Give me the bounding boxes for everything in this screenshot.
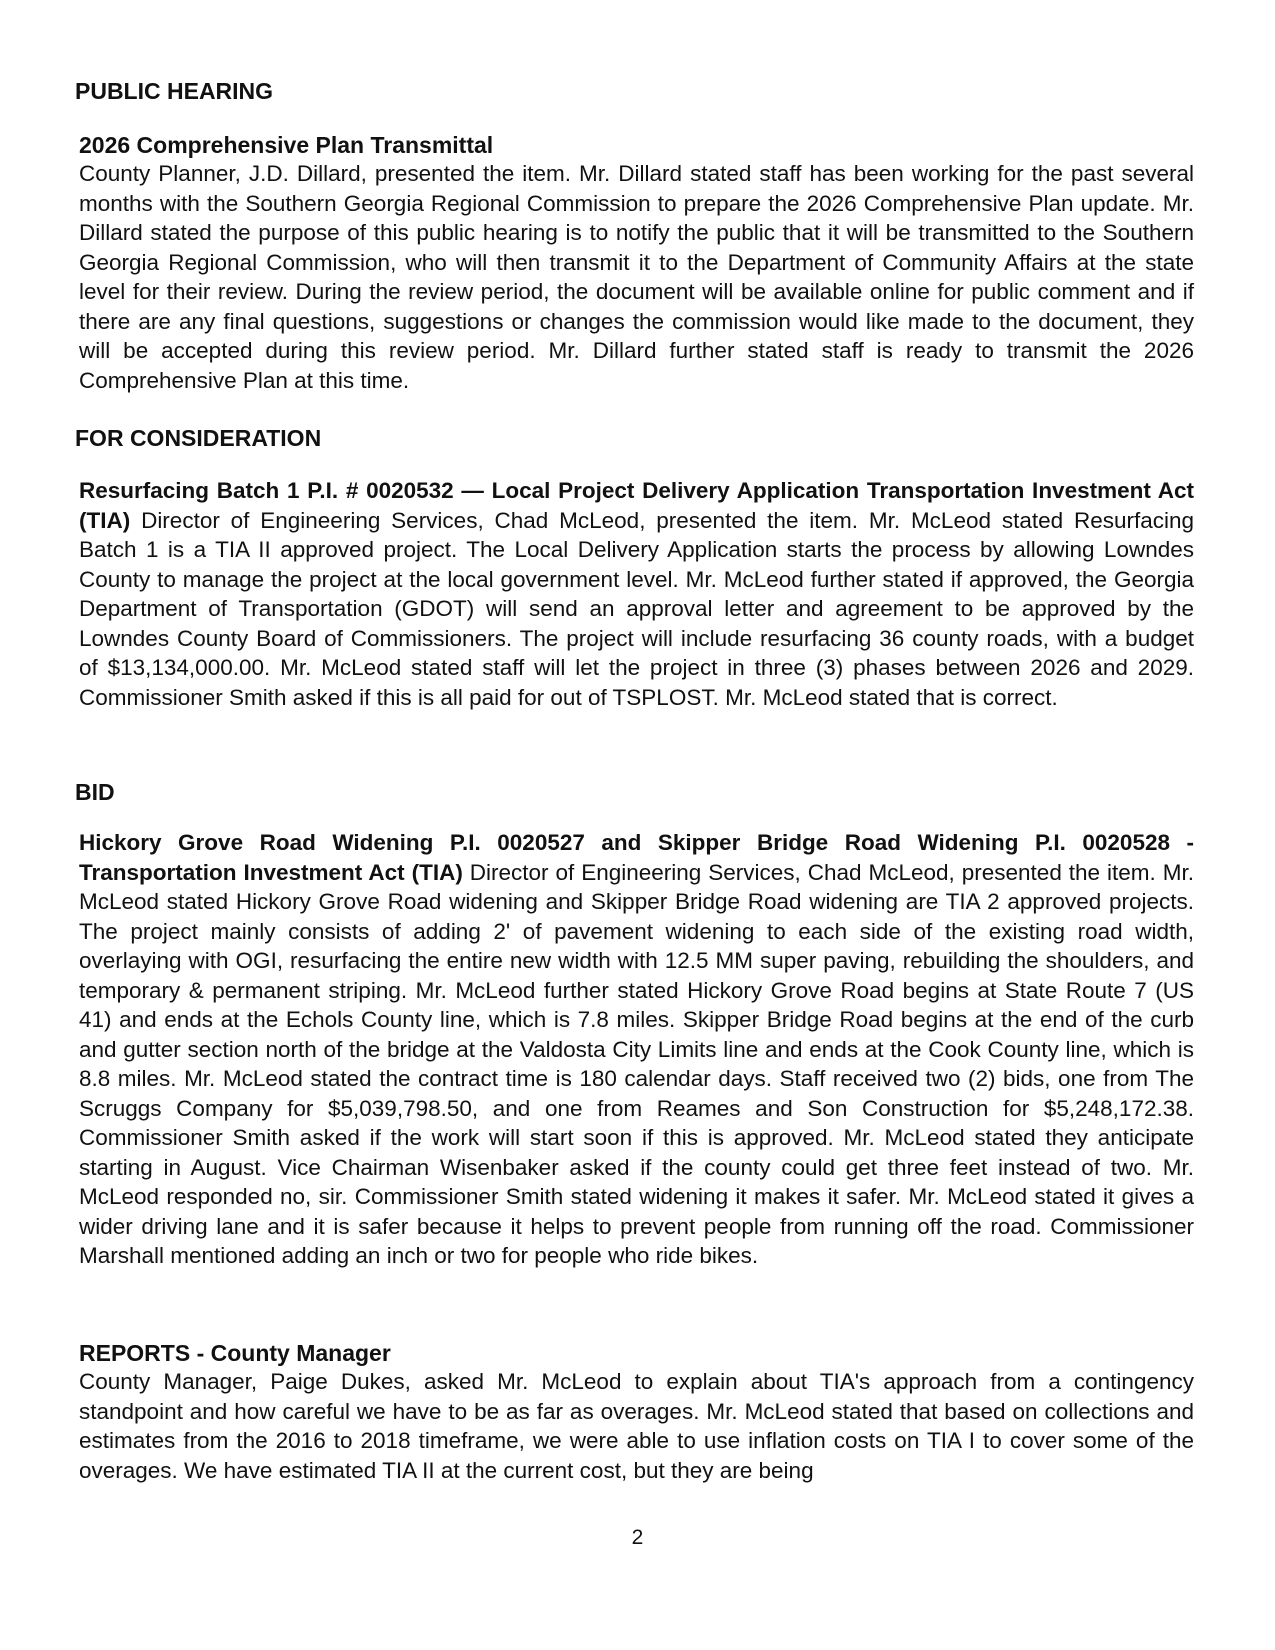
paragraph-road-widening-bid xyxy=(79,828,1194,1271)
section-heading-for-consideration: FOR CONSIDERATION xyxy=(75,425,322,451)
item-title-resurfacing-batch: Resurfacing Batch 1 P.I. # 0020532 — Local Project Delivery Application Transportation Investment Act (TIA) xyxy=(79,478,1194,533)
paragraph-county-manager-report: County Manager, Paige Dukes, asked Mr. McLeod to explain about TIA's approach from a contingency standpoint and how careful we have to be as far as overages. Mr. McLeod stated that based on collections and estimates from the 2016 to 2018 timeframe, we were able to use inflation costs on TIA I to cover some of the overages. We have estimated TIA II at the current cost, but they are being xyxy=(79,1369,1194,1483)
section-heading-bid: BID xyxy=(75,779,115,805)
body-resurfacing-batch: Director of Engineering Services, Chad McLeod, presented the item. Mr. McLeod stated Resurfacing Batch 1 is a TIA II approved project. The Local Delivery Application starts the process by allowing Lowndes County to manage the project at the local government level. Mr. McLeod further stated if approved, the Georgia Department of Transportation (GDOT) will send an approval letter and agreement to be approved by the Lowndes County Board of Commissioners. The project will include resurfacing 36 county roads, with a budget of $13,134,000.00. Mr. McLeod stated staff will let the project in three (3) phases between 2026 and 2029. Commissioner Smith asked if this is all paid for out of TSPLOST. Mr. McLeod stated that is correct. xyxy=(79,507,1194,710)
item-title-comprehensive-plan: 2026 Comprehensive Plan Transmittal xyxy=(79,132,494,158)
section-heading-public-hearing: PUBLIC HEARING xyxy=(75,78,274,104)
page-number: 2 xyxy=(631,1526,644,1549)
body-road-widening: Director of Engineering Services, Chad McLeod, presented the item. Mr. McLeod stated Hickory Grove Road widening and Skipper Bridge Road widening are TIA 2 approved projects. The project mainly consists of adding 2' of pavement widening to each side of the existing road width, overlaying with OGI, resurfacing the entire new width with 12.5 MM super paving, rebuilding the shoulders, and temporary & permanent striping. Mr. McLeod further stated Hickory Grove Road begins at State Route 7 (US 41) and ends at the Echols County line, which is 7.8 miles. Skipper Bridge Road begins at the end of the curb and gutter section north of the bridge at the Valdosta City Limits line and ends at the Cook County line, which is 8.8 miles. Mr. McLeod stated the contract time is 180 calendar days. Staff received two (2) bids, one from The Scruggs Company for $5,039,798.50, and one from Reames and Son Construction for $5,248,172.38. Commissioner Smith asked if the work will start soon if this is approved. Mr. McLeod stated they anticipate starting in August. Vice Chairman Wisenbaker asked if the county could get three feet instead of two. Mr. McLeod responded no, sir. Commissioner Smith stated widening it makes it safer. Mr. McLeod stated it gives a wider driving lane and it is safer because it helps to prevent people from running off the road. Commissioner Marshall mentioned adding an inch or two for people who ride bikes. xyxy=(79,859,1194,1268)
item-title-road-widening: Hickory Grove Road Widening P.I. 0020527 and Skipper Bridge Road Widening P.I. 0020528 - Transportation Investment Act (TIA) xyxy=(79,830,1194,885)
section-heading-reports-county-manager: REPORTS - County Manager xyxy=(79,1340,391,1366)
paragraph-comprehensive-plan: County Planner, J.D. Dillard, presented the item. Mr. Dillard stated staff has been working for the past several months with the Southern Georgia Regional Commission to prepare the 2026 Comprehensive Plan update. Mr. Dillard stated the purpose of this public hearing is to notify the public that it will be transmitted to the Southern Georgia Regional Commission, who will then transmit it to the Department of Community Affairs at the state level for their review. During the review period, the document will be available online for public comment and if there are any final questions, suggestions or changes the commission would like made to the document, they will be accepted during this review period. Mr. Dillard further stated staff is ready to transmit the 2026 Comprehensive Plan at this time. xyxy=(79,161,1194,393)
paragraph-resurfacing-batch xyxy=(79,476,1194,712)
